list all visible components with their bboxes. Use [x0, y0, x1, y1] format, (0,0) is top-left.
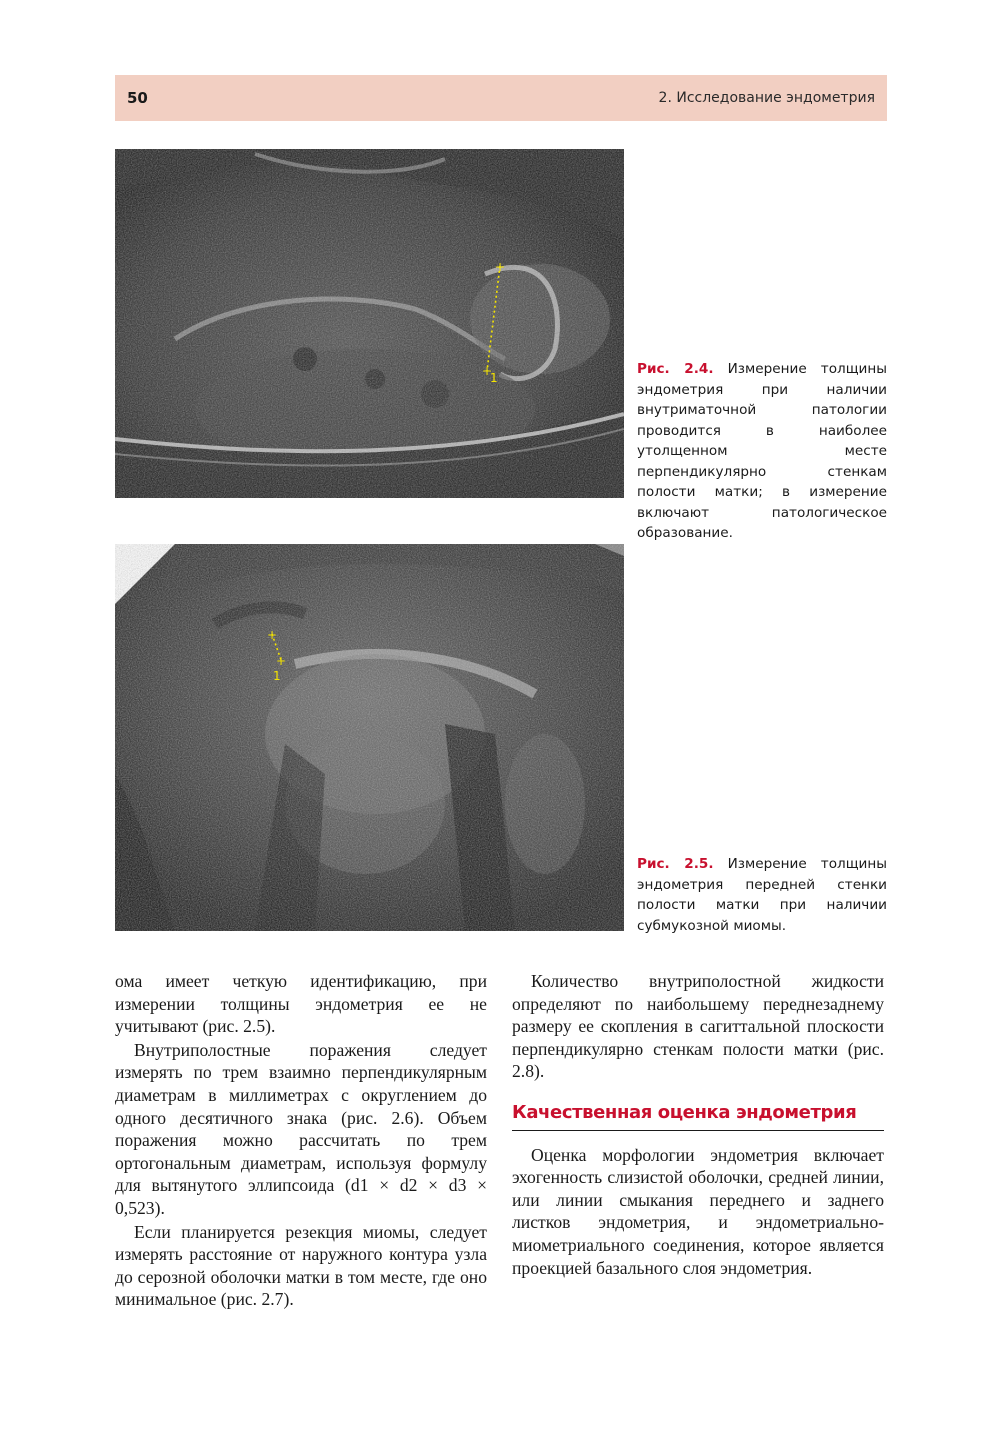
svg-text:+: + [276, 654, 287, 668]
caption-label: Рис. 2.4. [637, 361, 714, 377]
section-heading: Качественная оценка эндометрия [512, 1102, 884, 1131]
measurement-marker-label: 1 [273, 669, 281, 683]
figure-caption-2-4 [637, 359, 887, 544]
ultrasound-image-fig-2-5 [115, 544, 624, 931]
page-header [115, 75, 887, 121]
page-number: 50 [127, 89, 148, 107]
paragraph: Если планируется резекция миомы, следует измерять расстояние от наружного контура узла до серозной оболочки матки в том месте, где оно минимальное (рис. 2.7). [115, 1221, 487, 1310]
paragraph: ома имеет четкую идентификацию, при измерении толщины эндометрия ее не учитывают (рис. 2.5). [115, 971, 487, 1037]
paragraph: Оценка морфологии эндометрия включает эхогенность слизистой оболочки, средней линии, или линии смыкания переднего и заднего листков эндометрия, и эндометриально-миометриального соединения, которое является проекцией базального слоя эндометрия. [512, 1144, 884, 1278]
measurement-marker-label: 1 [490, 371, 498, 385]
svg-text:+: + [495, 260, 506, 274]
svg-text:+: + [482, 364, 493, 378]
left-text-column [115, 970, 487, 1311]
caption-text: Измерение толщины эндометрия передней стенки полости матки при наличии субмукозной миомы. [637, 856, 887, 934]
caption-label: Рис. 2.5. [637, 856, 714, 872]
ultrasound-image-fig-2-4 [115, 149, 624, 498]
svg-text:+: + [267, 628, 278, 642]
right-text-column [512, 970, 884, 1279]
caption-text: Измерение толщины эндометрия при наличии внутриматочной патологии проводится в наиболее утолщенном месте перпендикулярно стенкам полости матки; в измерение включают патологическое образование. [637, 361, 887, 541]
running-head: 2. Исследование эндометрия [658, 90, 875, 106]
paragraph: Количество внутриполостной жидкости определяют по наибольшему переднезаднему размеру ее скопления в сагиттальной плоскости перпендикулярно стенкам полости матки (рис. 2.8). [512, 971, 884, 1082]
figure-caption-2-5 [637, 854, 887, 936]
paragraph: Внутриполостные поражения следует измерять по трем взаимно перпендикулярным диаметрам в миллиметрах с округлением до одного десятичного знака (рис. 2.6). Объем поражения можно рассчитать по трем ортогональным диаметрам, используя формулу для вытянутого эллипсоида (d1 × d2 × d3 × 0,523). [115, 1039, 487, 1218]
